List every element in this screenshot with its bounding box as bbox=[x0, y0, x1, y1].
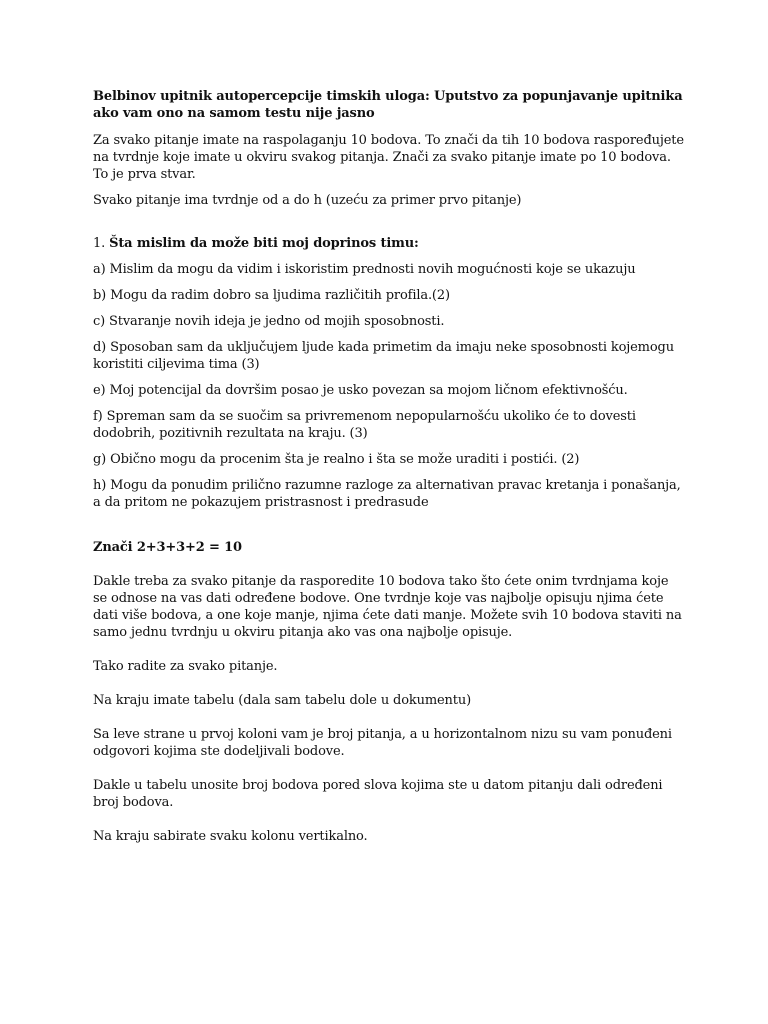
question-heading bbox=[93, 235, 685, 252]
paragraph-2: Tako radite za svako pitanje. bbox=[93, 659, 278, 674]
answer-b: b) Mogu da radim dobro sa ljudima različitih profila.(2) bbox=[93, 288, 450, 303]
answer-h: h) Mogu da ponudim prilično razumne razloge za alternativan pravac kretanja i ponašanja, a da pritom ne pokazujem pristrasnost i predrasude bbox=[93, 478, 681, 510]
paragraph-1: Dakle treba za svako pitanje da rasporedite 10 bodova tako što ćete onim tvrdnjama koje se odnose na vas dati određene bodove. One tvrdnje koje vas najbolje opisuju njima ćete dati više bodova, a one koje manje, njima ćete dati manje. Možete svih 10 bodova staviti na samo jednu tvrdnju u okviru pitanja ako vas ona najbolje opisuje. bbox=[93, 574, 682, 640]
spacer bbox=[93, 520, 685, 539]
paragraph-4: Sa leve strane u prvoj koloni vam je broj pitanja, a u horizontalnom nizu su vam ponuđeni odgovori kojima ste dodeljivali bodove. bbox=[93, 727, 672, 759]
document-body bbox=[93, 88, 685, 862]
answer-f: f) Spreman sam da se suočim sa privremenom nepopularnošću ukoliko će to dovesti dodobrih, pozitivnih rezultata na kraju. (3) bbox=[93, 409, 636, 441]
paragraph-5: Dakle u tabelu unosite broj bodova pored slova kojima ste u datom pitanju dali određeni broj bodova. bbox=[93, 778, 663, 810]
answer-a: a) Mislim da mogu da vidim i iskoristim prednosti novih mogućnosti koje se ukazuju bbox=[93, 262, 636, 277]
intro-paragraph-2: Svako pitanje ima tvrdnje od a do h (uzeću za primer prvo pitanje) bbox=[93, 193, 522, 208]
intro-paragraph-1: Za svako pitanje imate na raspolaganju 10 bodova. To znači da tih 10 bodova raspoređujete na tvrdnje koje imate u okviru svakog pitanja. Znači za svako pitanje imate po 10 bodova. To je prva stvar. bbox=[93, 133, 684, 182]
question-text: Šta mislim da može biti moj doprinos timu: bbox=[109, 236, 419, 251]
answer-c: c) Stvaranje novih ideja je jedno od mojih sposobnosti. bbox=[93, 314, 445, 329]
paragraph-3: Na kraju imate tabelu (dala sam tabelu dole u dokumentu) bbox=[93, 693, 471, 708]
document-title: Belbinov upitnik autopercepcije timskih uloga: Uputstvo za popunjavanje upitnika ako vam ono na samom testu nije jasno bbox=[93, 89, 683, 121]
sum-line: Znači 2+3+3+2 = 10 bbox=[93, 540, 242, 555]
paragraph-6: Na kraju sabirate svaku kolonu vertikalno. bbox=[93, 829, 368, 844]
spacer bbox=[93, 218, 685, 235]
answer-e: e) Moj potencijal da dovršim posao je usko povezan sa mojom ličnom efektivnošću. bbox=[93, 383, 628, 398]
question-number: 1. bbox=[93, 236, 106, 251]
answer-d: d) Sposoban sam da uključujem ljude kada primetim da imaju neke sposobnosti kojemogu koristiti ciljevima tima (3) bbox=[93, 340, 674, 372]
answer-g: g) Obično mogu da procenim šta je realno i šta se može uraditi i postići. (2) bbox=[93, 452, 580, 467]
